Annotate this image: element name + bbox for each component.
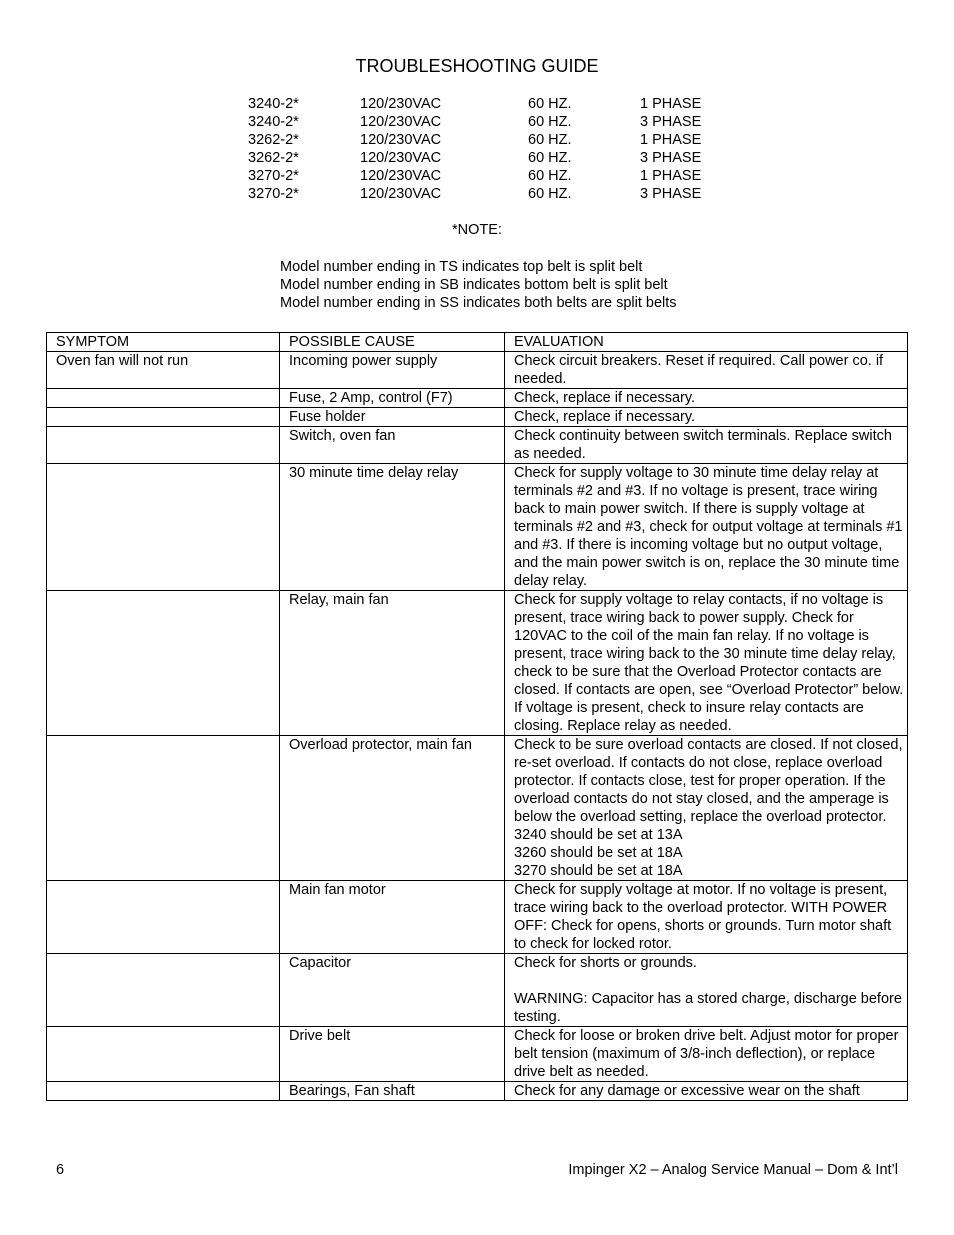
model-phase: 1 PHASE xyxy=(640,168,702,184)
evaluation-cell: Check for shorts or grounds. WARNING: Capacitor has a stored charge, discharge before testing. xyxy=(505,954,908,1027)
cause-cell: Incoming power supply xyxy=(280,352,505,389)
cause-cell: 30 minute time delay relay xyxy=(280,464,505,591)
header-possible-cause: POSSIBLE CAUSE xyxy=(280,333,505,352)
symptom-cell xyxy=(47,1027,280,1082)
note-heading: *NOTE: xyxy=(452,222,502,238)
cause-cell: Capacitor xyxy=(280,954,505,1027)
note-list xyxy=(280,258,677,312)
cause-cell: Main fan motor xyxy=(280,881,505,954)
symptom-cell xyxy=(47,591,280,736)
model-voltage: 120/230VAC xyxy=(360,132,442,148)
model-voltage: 120/230VAC xyxy=(360,186,442,202)
symptom-cell xyxy=(47,427,280,464)
model-phase: 3 PHASE xyxy=(640,150,702,166)
model-voltage: 120/230VAC xyxy=(360,114,442,130)
model-frequency: 60 HZ. xyxy=(528,114,572,130)
model-phase: 1 PHASE xyxy=(640,96,702,112)
evaluation-cell: Check for supply voltage to relay contacts, if no voltage is present, trace wiring back to power supply. Check for 120VAC to the coil of the main fan relay. If no voltage is present, trace wiring back to the 30 minute time delay relay, check to be sure that the Overload Protector contacts are closed. If contacts are open, see “Overload Protector” below. If voltage is present, check to insure relay contacts are closing. Replace relay as needed. xyxy=(505,591,908,736)
symptom-cell xyxy=(47,881,280,954)
page-title: TROUBLESHOOTING GUIDE xyxy=(355,56,599,76)
table-row xyxy=(47,591,908,736)
note-line: Model number ending in TS indicates top belt is split belt xyxy=(280,259,643,275)
troubleshooting-table xyxy=(46,332,908,1101)
header-evaluation: EVALUATION xyxy=(505,333,908,352)
evaluation-cell: Check circuit breakers. Reset if required. Call power co. if needed. xyxy=(505,352,908,389)
table-row xyxy=(47,1027,908,1082)
table-row xyxy=(47,954,908,1027)
model-frequency: 60 HZ. xyxy=(528,168,572,184)
table-row xyxy=(47,427,908,464)
manual-title: Impinger X2 – Analog Service Manual – Dom & Int’l xyxy=(568,1162,898,1178)
model-frequency: 60 HZ. xyxy=(528,150,572,166)
model-frequency: 60 HZ. xyxy=(528,96,572,112)
table-row xyxy=(47,1082,908,1101)
model-voltage: 120/230VAC xyxy=(360,96,442,112)
model-number: 3240-2* xyxy=(248,114,299,130)
model-voltage: 120/230VAC xyxy=(360,150,442,166)
model-number: 3240-2* xyxy=(248,96,299,112)
model-number: 3270-2* xyxy=(248,168,299,184)
model-number: 3262-2* xyxy=(248,132,299,148)
symptom-cell xyxy=(47,954,280,1027)
model-row xyxy=(248,167,740,185)
model-frequency: 60 HZ. xyxy=(528,186,572,202)
model-number: 3262-2* xyxy=(248,150,299,166)
table-row xyxy=(47,408,908,427)
model-number: 3270-2* xyxy=(248,186,299,202)
table-row xyxy=(47,736,908,881)
evaluation-cell: Check for loose or broken drive belt. Adjust motor for proper belt tension (maximum of 3/8-inch deflection), or replace drive belt as needed. xyxy=(505,1027,908,1082)
model-row xyxy=(248,95,740,113)
evaluation-cell: Check for supply voltage to 30 minute time delay relay at terminals #2 and #3. If no voltage is present, trace wiring back to main power switch. If there is supply voltage at terminals #2 and #3, check for output voltage at terminals #1 and #3. If there is incoming voltage but no output voltage, and the main power switch is on, replace the 30 minute time delay relay. xyxy=(505,464,908,591)
symptom-cell xyxy=(47,389,280,408)
symptom-cell xyxy=(47,1082,280,1101)
symptom-cell xyxy=(47,464,280,591)
cause-cell: Overload protector, main fan xyxy=(280,736,505,881)
page-number: 6 xyxy=(56,1162,65,1178)
header-symptom: SYMPTOM xyxy=(47,333,280,352)
evaluation-cell: Check to be sure overload contacts are closed. If not closed, re-set overload. If contacts do not close, replace overload protector. If contacts close, test for proper operation. If the overload contacts do not stay closed, and the amperage is below the overload setting, replace the overload protector. 3240 should be set at 13A 3260 should be set at 18A 3270 should be set at 18A xyxy=(505,736,908,881)
table-row xyxy=(47,389,908,408)
evaluation-cell: Check, replace if necessary. xyxy=(505,408,908,427)
cause-cell: Bearings, Fan shaft xyxy=(280,1082,505,1101)
model-phase: 3 PHASE xyxy=(640,186,702,202)
model-list xyxy=(248,95,740,203)
evaluation-cell: Check continuity between switch terminals. Replace switch as needed. xyxy=(505,427,908,464)
cause-cell: Drive belt xyxy=(280,1027,505,1082)
cause-cell: Switch, oven fan xyxy=(280,427,505,464)
model-frequency: 60 HZ. xyxy=(528,132,572,148)
model-row xyxy=(248,185,740,203)
cause-cell: Relay, main fan xyxy=(280,591,505,736)
table-row xyxy=(47,881,908,954)
note-line: Model number ending in SB indicates bottom belt is split belt xyxy=(280,277,668,293)
evaluation-cell: Check for supply voltage at motor. If no voltage is present, trace wiring back to the overload protector. WITH POWER OFF: Check for opens, shorts or grounds. Turn motor shaft to check for locked rotor. xyxy=(505,881,908,954)
cause-cell: Fuse, 2 Amp, control (F7) xyxy=(280,389,505,408)
model-row xyxy=(248,149,740,167)
evaluation-cell: Check, replace if necessary. xyxy=(505,389,908,408)
table-header-row xyxy=(47,333,908,352)
table-row xyxy=(47,352,908,389)
symptom-cell xyxy=(47,408,280,427)
model-phase: 1 PHASE xyxy=(640,132,702,148)
table-row xyxy=(47,464,908,591)
cause-cell: Fuse holder xyxy=(280,408,505,427)
model-row xyxy=(248,131,740,149)
model-phase: 3 PHASE xyxy=(640,114,702,130)
symptom-cell xyxy=(47,736,280,881)
evaluation-cell: Check for any damage or excessive wear on the shaft xyxy=(505,1082,908,1101)
symptom-cell: Oven fan will not run xyxy=(47,352,280,389)
note-line: Model number ending in SS indicates both belts are split belts xyxy=(280,295,677,311)
model-row xyxy=(248,113,740,131)
model-voltage: 120/230VAC xyxy=(360,168,442,184)
